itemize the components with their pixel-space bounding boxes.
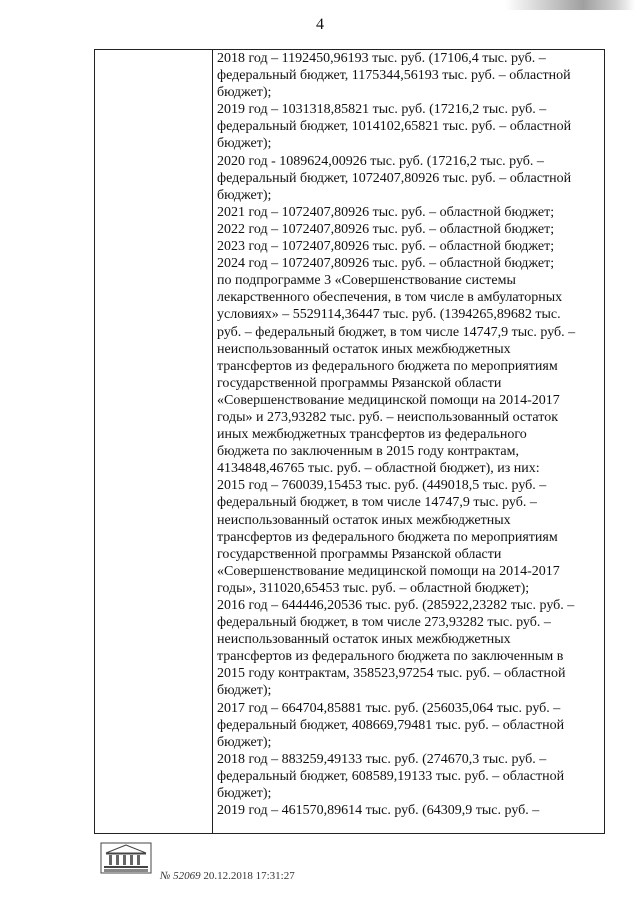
text-line: по подпрограмме 3 «Совершенствование системы (217, 273, 516, 289)
text-line: условиях» – 5529114,36447 тыс. руб. (1394265,89682 тыс. (217, 307, 561, 323)
text-line: бюджет); (217, 85, 272, 101)
text-line: 4134848,46765 тыс. руб. – областной бюджет), из них: (217, 461, 540, 477)
text-line: федеральный бюджет, 1175344,56193 тыс. руб. – областной (217, 68, 571, 84)
text-line: бюджет); (217, 136, 272, 152)
text-line: 2018 год – 1192450,96193 тыс. руб. (17106,4 тыс. руб. – (217, 51, 546, 66)
text-line: 2015 году контрактам, 358523,97254 тыс. руб. – областной (217, 666, 566, 682)
text-line: бюджета по заключенным в 2015 году контрактам, (217, 444, 519, 460)
text-line: неиспользованный остаток иных межбюджетных (217, 512, 511, 528)
text-line: неиспользованный остаток иных межбюджетных (217, 632, 511, 648)
text-line: годы» и 273,93282 тыс. руб. – неиспользованный остаток (217, 409, 559, 425)
text-line: «Совершенствование медицинской помощи на 2014-2017 (217, 563, 560, 579)
text-line: федеральный бюджет, 608589,19133 тыс. руб. – областной (217, 768, 565, 784)
text-line: 2024 год – 1072407,80926 тыс. руб. – областной бюджет; (217, 256, 555, 272)
text-line: бюджет); (217, 734, 272, 750)
text-line: 2017 год – 664704,85881 тыс. руб. (256035,064 тыс. руб. – (217, 700, 561, 716)
text-line: федеральный бюджет, 1072407,80926 тыс. руб. – областной (217, 170, 572, 186)
program-table (94, 49, 605, 834)
page-number: 4 (316, 16, 324, 33)
text-line: 2015 год – 760039,15453 тыс. руб. (449018,5 тыс. руб. – (217, 478, 547, 494)
text-line: 2020 год - 1089624,00926 тыс. руб. (17216,2 тыс. руб. – (217, 153, 544, 169)
text-line: федеральный бюджет, в том числе 273,93282 тыс. руб. – (217, 615, 551, 631)
text-line: 2016 год – 644446,20536 тыс. руб. (285922,23282 тыс. руб. – (217, 598, 575, 613)
text-line: «Совершенствование медицинской помощи на 2014-2017 (217, 392, 560, 408)
text-line: трансфертов из федерального бюджета по заключенным в (217, 649, 564, 665)
text-line: 2023 год – 1072407,80926 тыс. руб. – областной бюджет; (217, 239, 555, 255)
text-line: бюджет); (217, 683, 272, 699)
text-line: федеральный бюджет, 1014102,65821 тыс. руб. – областной (217, 119, 572, 135)
table-left-column (95, 50, 213, 833)
scan-artifact (505, 0, 635, 10)
text-line: трансфертов из федерального бюджета по мероприятиям (217, 358, 558, 374)
text-line: государственной программы Рязанской области (217, 546, 502, 562)
text-line: федеральный бюджет, 408669,79481 тыс. руб. – областной (217, 717, 565, 733)
text-line: трансфертов из федерального бюджета по мероприятиям (217, 529, 558, 545)
text-line: федеральный бюджет, в том числе 14747,9 тыс. руб. – (217, 495, 537, 511)
text-line: 2019 год – 461570,89614 тыс. руб. (64309,9 тыс. руб. – (217, 803, 540, 819)
text-line: руб. – федеральный бюджет, в том числе 14747,9 тыс. руб. – (217, 324, 576, 340)
text-line: 2019 год – 1031318,85821 тыс. руб. (17216,2 тыс. руб. – (217, 102, 547, 118)
table-text-cell (217, 50, 602, 819)
text-line: государственной программы Рязанской области (217, 375, 502, 391)
text-line: иных межбюджетных трансфертов из федерального (217, 427, 527, 443)
registration-number: № 52069 (160, 870, 201, 882)
text-line: лекарственного обеспечения, в том числе в амбулаторных (217, 290, 563, 306)
registration-stamp (160, 870, 295, 882)
government-building-emblem-icon (100, 842, 152, 874)
text-line: годы», 311020,65453 тыс. руб. – областной бюджет); (217, 580, 530, 596)
text-line: 2022 год – 1072407,80926 тыс. руб. – областной бюджет; (217, 221, 555, 237)
text-line: 2021 год – 1072407,80926 тыс. руб. – областной бюджет; (217, 204, 555, 220)
text-line: неиспользованный остаток иных межбюджетных (217, 341, 511, 357)
text-line: 2018 год – 883259,49133 тыс. руб. (274670,3 тыс. руб. – (217, 751, 547, 767)
text-line: бюджет); (217, 187, 272, 203)
registration-datetime: 20.12.2018 17:31:27 (203, 870, 295, 882)
text-line: бюджет); (217, 786, 272, 802)
